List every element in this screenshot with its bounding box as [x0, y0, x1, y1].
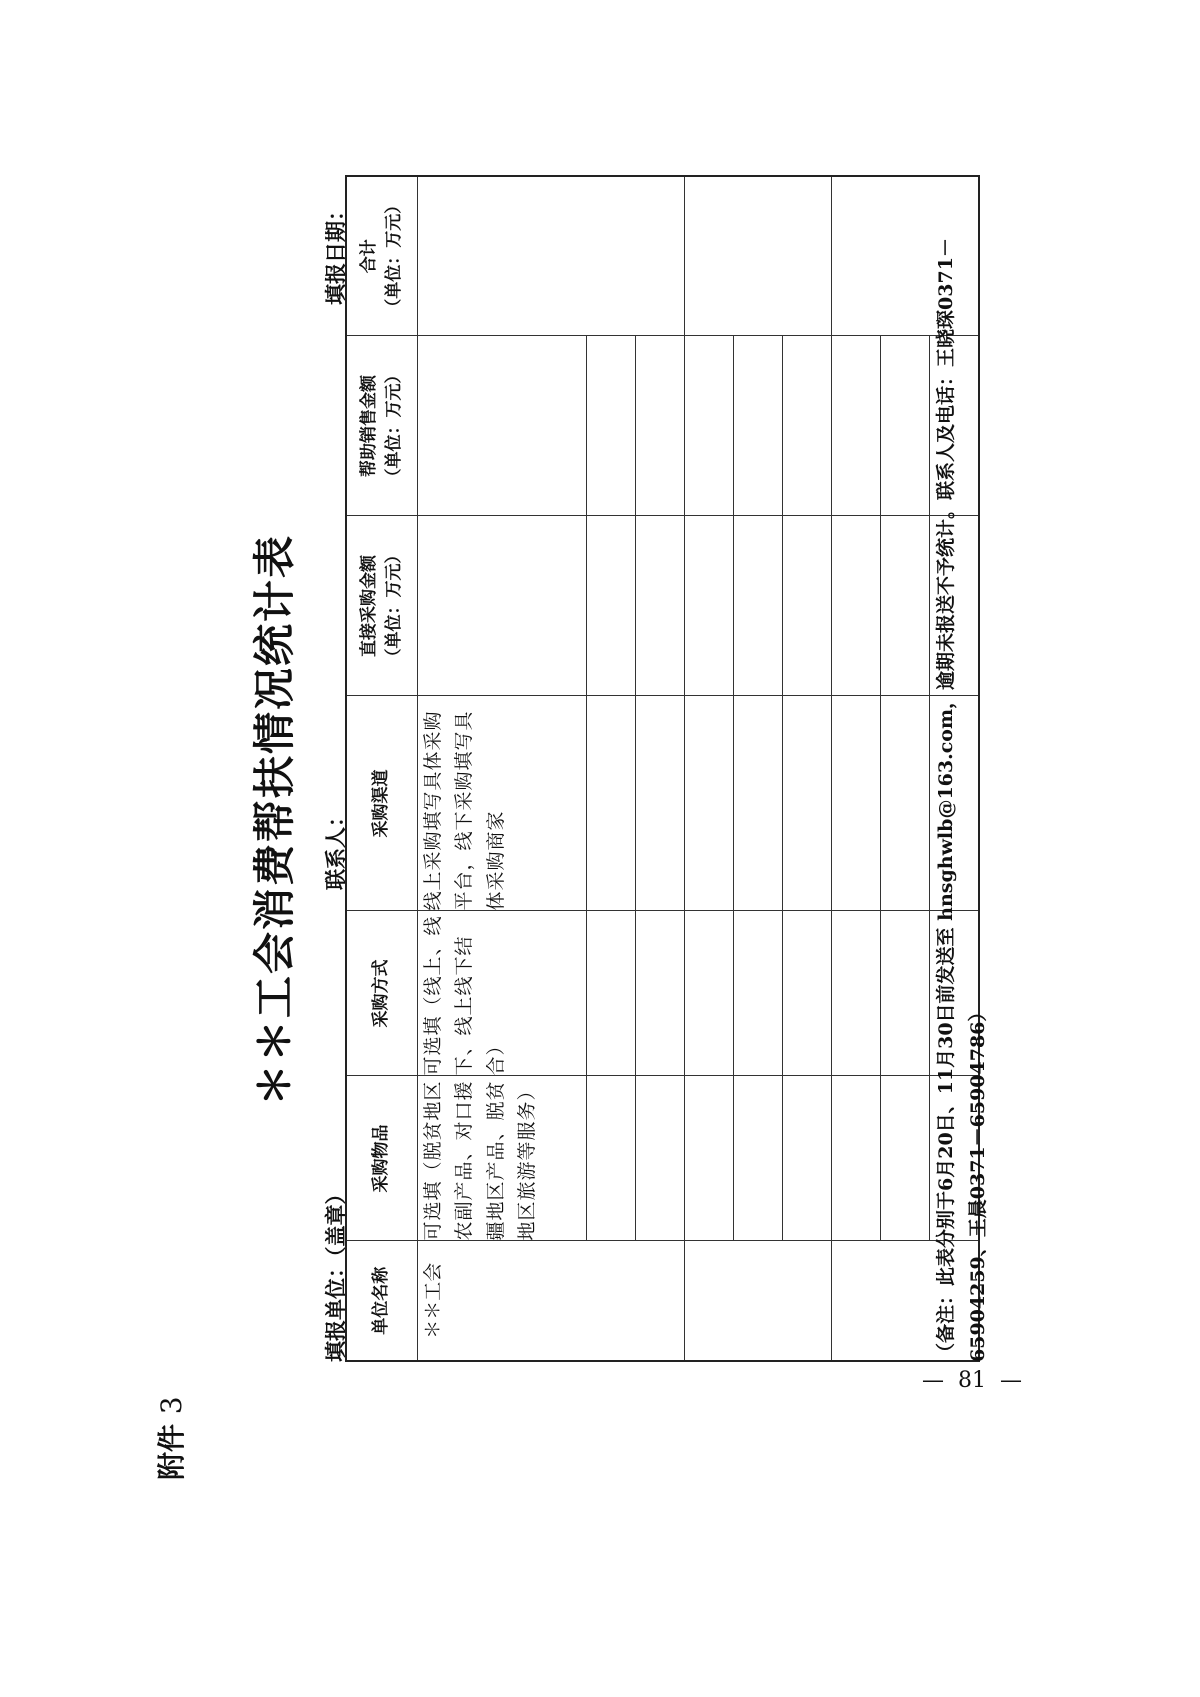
channel-cell[interactable] — [587, 696, 636, 911]
header-method — [346, 911, 418, 1076]
items-cell[interactable] — [881, 1076, 930, 1241]
rotated-form-sheet — [150, 160, 1030, 1480]
table-row — [418, 176, 587, 1361]
table-row — [832, 176, 881, 1361]
method-cell[interactable] — [832, 911, 881, 1076]
header-line: 采购渠道 — [371, 769, 392, 838]
direct-amount-cell[interactable] — [685, 516, 734, 696]
page-number-value: 81 — [958, 1368, 986, 1393]
table-row — [587, 176, 636, 1361]
direct-amount-cell[interactable] — [881, 516, 930, 696]
attachment-text: 附件 — [155, 1423, 188, 1480]
items-cell[interactable]: 可选填（脱贫地区农副产品、对口援疆地区产品、脱贫地区旅游等服务） — [418, 1076, 587, 1241]
direct-amount-cell[interactable] — [783, 516, 832, 696]
header-channel — [346, 696, 418, 911]
page-number: — 81 — — [922, 1368, 1022, 1393]
reporting-unit-label: 填报单位：（盖章） — [324, 1183, 348, 1362]
channel-cell[interactable] — [832, 696, 881, 911]
sales-amount-cell[interactable] — [418, 336, 587, 516]
items-cell[interactable] — [783, 1076, 832, 1241]
direct-amount-cell[interactable] — [832, 516, 881, 696]
total-cell[interactable] — [685, 176, 832, 336]
direct-amount-cell[interactable] — [734, 516, 783, 696]
direct-amount-cell[interactable] — [418, 516, 587, 696]
header-line: 采购方式 — [371, 959, 392, 1028]
header-line: 单位名称 — [371, 1266, 392, 1335]
channel-cell[interactable] — [881, 696, 930, 911]
table-header-row — [346, 176, 418, 1361]
header-total — [346, 176, 418, 336]
header-line: 帮助销售金额 — [358, 375, 379, 477]
sales-amount-cell[interactable] — [734, 336, 783, 516]
header-items — [346, 1076, 418, 1241]
attachment-number: 3 — [155, 1396, 188, 1415]
method-cell[interactable]: 可选填（线上、线下、线上线下结合） — [418, 911, 587, 1076]
header-direct-purchase — [346, 516, 418, 696]
total-cell[interactable] — [418, 176, 685, 336]
header-unit-note: （单位：万元） — [384, 196, 404, 316]
unit-name-cell[interactable]: ＊＊工会 — [418, 1241, 685, 1361]
table-row — [685, 176, 734, 1361]
statistics-table — [345, 175, 980, 1362]
sales-amount-cell[interactable] — [881, 336, 930, 516]
channel-cell[interactable] — [734, 696, 783, 911]
header-unit-note: （单位：万元） — [384, 366, 404, 486]
direct-amount-cell[interactable] — [636, 516, 685, 696]
contact-person-label: 联系人： — [324, 806, 348, 890]
header-unit-note: （单位：万元） — [384, 546, 404, 666]
table-row — [881, 176, 930, 1361]
channel-cell[interactable] — [636, 696, 685, 911]
table-row — [734, 176, 783, 1361]
report-date-label: 填报日期： — [324, 200, 348, 305]
method-cell[interactable] — [881, 911, 930, 1076]
items-cell[interactable] — [734, 1076, 783, 1241]
items-cell[interactable] — [587, 1076, 636, 1241]
header-unit-name — [346, 1241, 418, 1361]
method-cell[interactable] — [685, 911, 734, 1076]
sales-amount-cell[interactable] — [636, 336, 685, 516]
method-cell[interactable] — [636, 911, 685, 1076]
items-cell[interactable] — [685, 1076, 734, 1241]
attachment-label — [150, 1396, 190, 1480]
remark-note: （备注：此表分别于6月20日、11月30日前发送至 hnsghwlb@163.com，逾期未报送不予统计。联系人及电话：王晓琛0371－65904259、王晨0371－65904786） — [935, 238, 990, 1362]
channel-cell[interactable]: 线上采购填写具体采购平台，线下采购填写具体采购商家 — [418, 696, 587, 911]
channel-cell[interactable] — [685, 696, 734, 911]
sales-amount-cell[interactable] — [783, 336, 832, 516]
items-cell[interactable] — [832, 1076, 881, 1241]
header-line: 采购物品 — [371, 1124, 392, 1193]
sales-amount-cell[interactable] — [685, 336, 734, 516]
header-line: 直接采购金额 — [358, 555, 379, 657]
header-line: 合计 — [358, 239, 379, 274]
channel-cell[interactable] — [783, 696, 832, 911]
sales-amount-cell[interactable] — [587, 336, 636, 516]
sales-amount-cell[interactable] — [832, 336, 881, 516]
items-cell[interactable] — [636, 1076, 685, 1241]
table-row — [783, 176, 832, 1361]
page-title: ＊＊工会消费帮扶情况统计表 — [250, 534, 299, 1107]
method-cell[interactable] — [587, 911, 636, 1076]
table-row — [636, 176, 685, 1361]
method-cell[interactable] — [734, 911, 783, 1076]
unit-name-cell[interactable] — [685, 1241, 832, 1361]
header-sales-assist — [346, 336, 418, 516]
direct-amount-cell[interactable] — [587, 516, 636, 696]
method-cell[interactable] — [783, 911, 832, 1076]
